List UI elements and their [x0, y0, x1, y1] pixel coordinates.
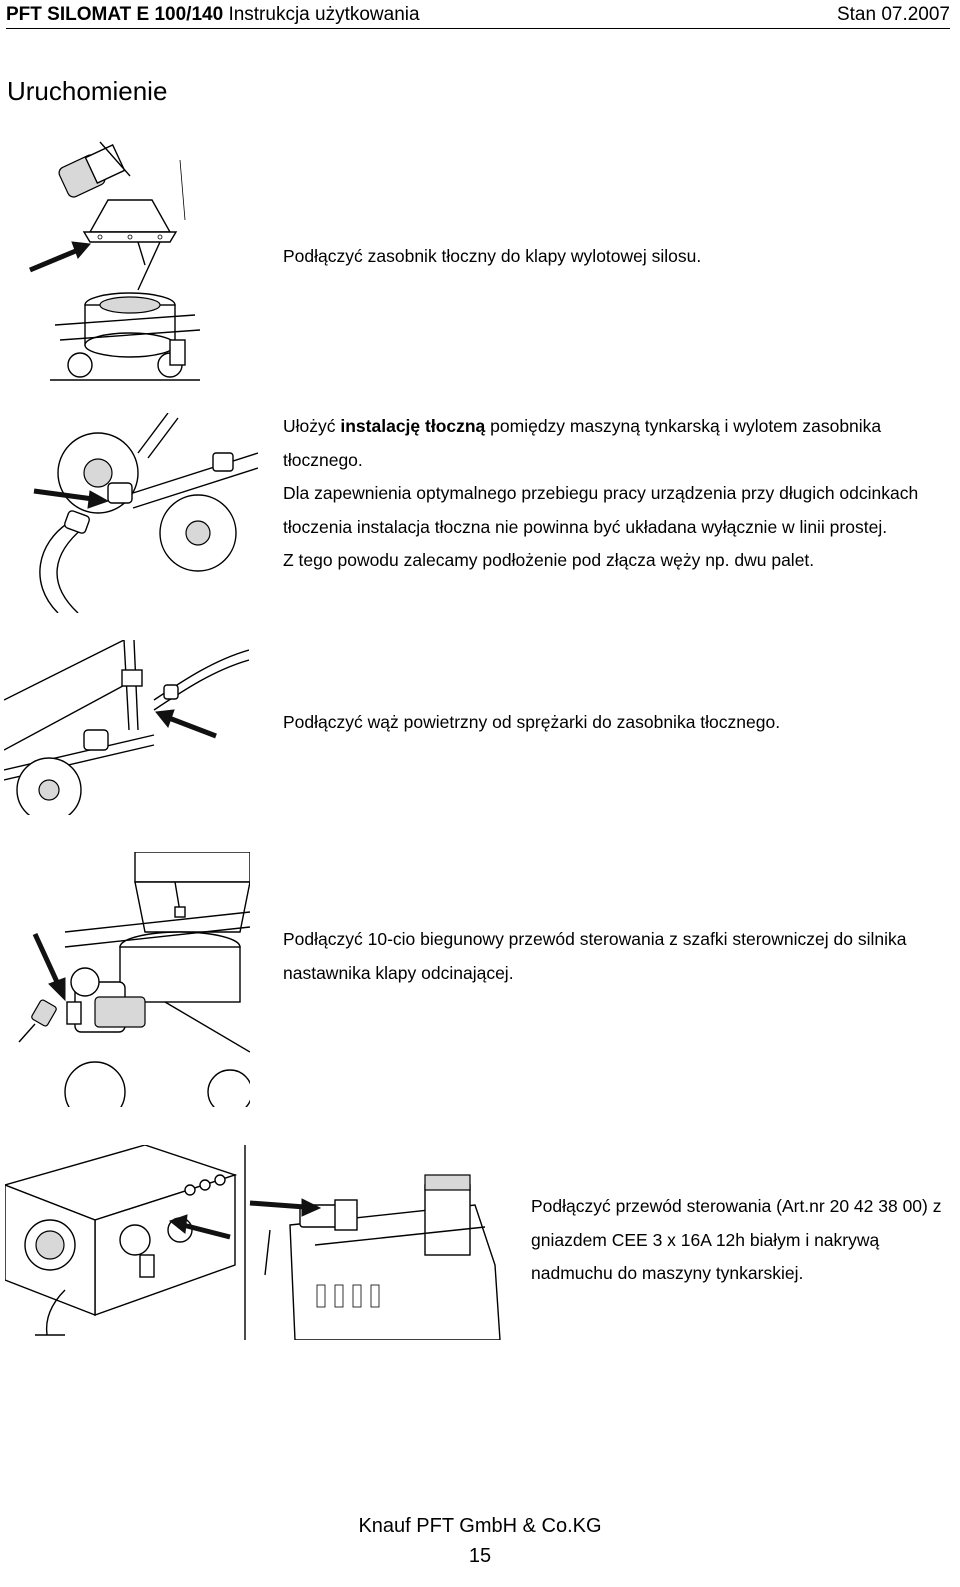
header-product: PFT SILOMAT E 100/140 [6, 4, 224, 25]
step-2-text-3: Z tego powodu zalecamy podłożenie pod złącza węży np. dwu palet. [283, 550, 815, 570]
header-left [6, 4, 420, 26]
step-5-text: Podłączyć przewód sterowania (Art.nr 20 42 38 00) z gniazdem CEE 3 x 16A 12h białym i nakrywą nadmuchu do maszyny tynkarskiej. [531, 1196, 942, 1283]
step-2-text-2: Dla zapewnienia optymalnego przebiegu pracy urządzenia przy długich odcinkach tłoczenia instalacja tłoczna nie powinna być układana wyłącznie w linii prostej. [283, 483, 919, 537]
figure-control-cabinet [5, 1145, 505, 1340]
step-4-text: Podłączyć 10-cio biegunowy przewód sterowania z szafki sterowniczej do silnika nastawnika klapy odcinającej. [283, 929, 907, 983]
page-header [6, 2, 950, 29]
step-3-text: Podłączyć wąż powietrzny od sprężarki do zasobnika tłocznego. [283, 712, 781, 732]
figure-delivery-line [28, 413, 258, 613]
step-2-text [283, 410, 943, 578]
figure-hopper-silo [20, 140, 220, 385]
figure-control-cable [15, 852, 250, 1107]
step-2-text-pre: Ułożyć [283, 416, 341, 436]
step-2-text-post: pomiędzy maszyną tynkarską i wylotem zasobnika tłocznego. [283, 416, 882, 470]
footer-company: Knauf PFT GmbH & Co.KG [358, 1515, 602, 1537]
figure-air-hose [4, 640, 249, 815]
header-version: Stan 07.2007 [836, 4, 950, 25]
page-number: 15 [468, 1545, 492, 1567]
header-doc-type: Instrukcja użytkowania [228, 4, 420, 25]
step-2-text-bold: instalację tłoczną [340, 416, 486, 436]
step-1-text: Podłączyć zasobnik tłoczny do klapy wylotowej silosu. [283, 246, 702, 266]
section-title: Uruchomienie [7, 76, 168, 106]
